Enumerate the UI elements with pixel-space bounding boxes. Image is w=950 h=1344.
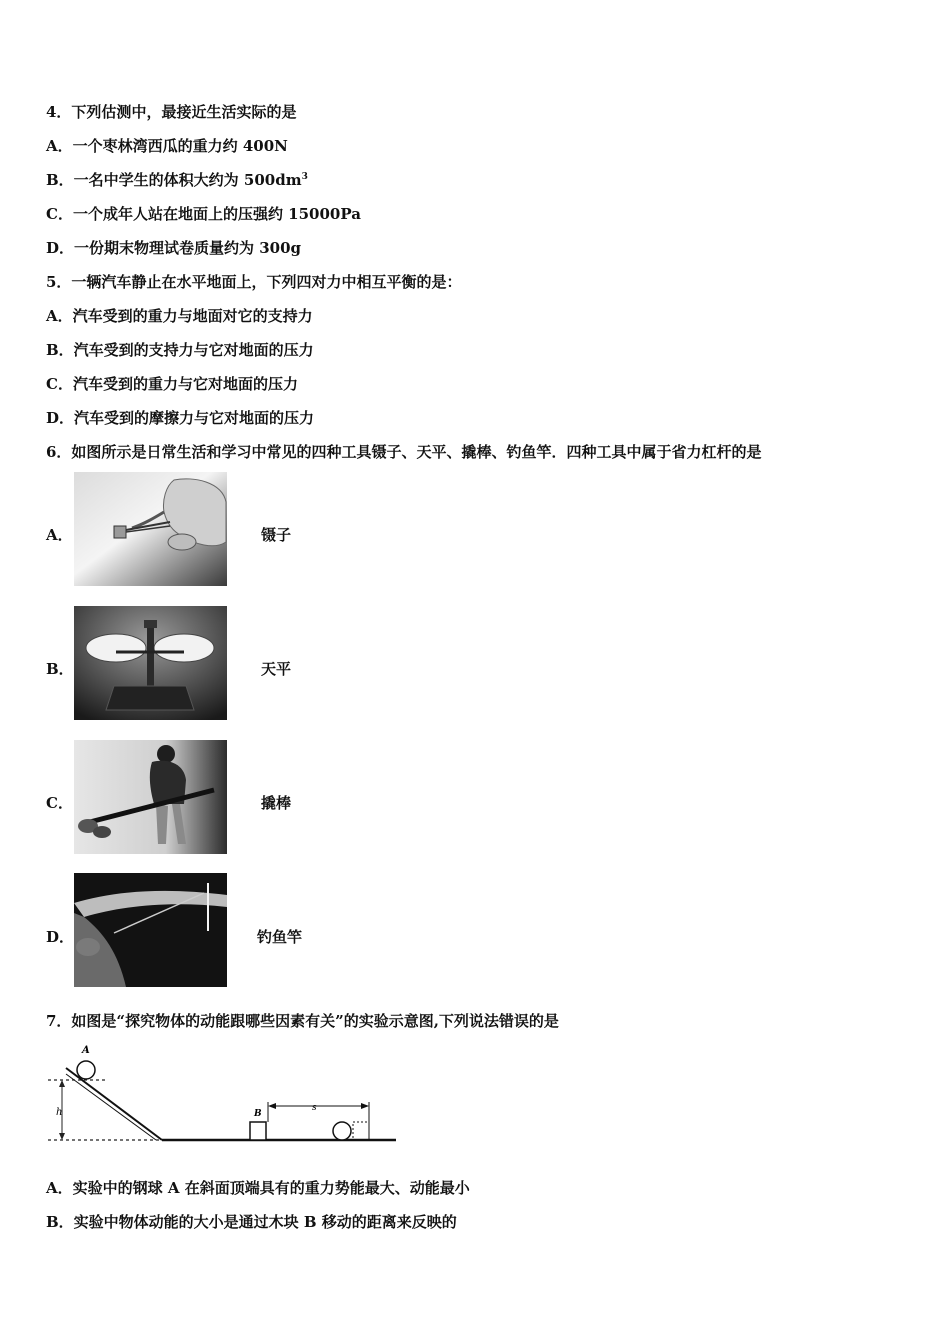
q6-option-b-name: 天平	[261, 660, 292, 678]
q5-stem: 5．一辆汽车静止在水平地面上，下列四对力中相互平衡的是：	[46, 273, 462, 291]
q7-option-a: A．实验中的钢球 A 在斜面顶端具有的重力势能最大、动能最小	[46, 1179, 470, 1197]
q4-option-a: A．一个枣林湾西瓜的重力约 400N	[46, 137, 288, 155]
q7-stem: 7．如图是“探究物体的动能跟哪些因素有关”的实验示意图,下列说法错误的是	[46, 1012, 559, 1030]
q4-option-d: D．一份期末物理试卷质量约为 300g	[46, 239, 302, 257]
q6-option-a-name: 镊子	[261, 526, 292, 544]
tweezers-photo	[74, 472, 227, 586]
steel-ball-bottom	[333, 1122, 351, 1140]
ball-label: A	[82, 1045, 90, 1056]
kinetic-energy-experiment-diagram	[44, 1040, 404, 1154]
q4-option-b-superscript: 3	[301, 172, 308, 182]
q6-option-c-name: 撬棒	[261, 794, 292, 812]
q6-option-d-label: D．	[46, 928, 75, 946]
steel-ball-a	[77, 1061, 95, 1079]
block-label: B	[254, 1109, 262, 1119]
q6-option-d-name: 钓鱼竿	[257, 928, 303, 946]
q6-option-b-label: B．	[46, 660, 74, 678]
q4-option-b	[46, 170, 308, 190]
q6-stem: 6．如图所示是日常生活和学习中常见的四种工具镊子、天平、撬棒、钓鱼竿．四种工具中属于省力杠杆的是	[46, 443, 762, 461]
q7-option-b: B．实验中物体动能的大小是通过木块 B 移动的距离来反映的	[46, 1213, 457, 1231]
q5-option-b: B．汽车受到的支持力与它对地面的压力	[46, 341, 314, 359]
q4-stem: 4．下列估测中，最接近生活实际的是	[46, 103, 297, 121]
q4-option-c: C．一个成年人站在地面上的压强约 15000Pa	[46, 205, 361, 223]
distance-label: s	[312, 1103, 317, 1113]
q6-option-a-label: A．	[46, 526, 73, 544]
height-label: h	[56, 1107, 63, 1118]
balance-photo	[74, 606, 227, 720]
q4-option-b-text: B．一名中学生的体积大约为 500dm	[46, 171, 302, 189]
crowbar-photo	[74, 740, 227, 854]
q5-option-d: D．汽车受到的摩擦力与它对地面的压力	[46, 409, 315, 427]
incline-surface	[66, 1068, 162, 1140]
wood-block-b	[250, 1122, 266, 1140]
q5-option-a: A．汽车受到的重力与地面对它的支持力	[46, 307, 313, 325]
q5-option-c: C．汽车受到的重力与它对地面的压力	[46, 375, 298, 393]
incline-underside	[66, 1074, 156, 1140]
q6-option-c-label: C．	[46, 794, 73, 812]
moved-block-outline	[353, 1122, 369, 1140]
fishing-rod-photo	[74, 873, 227, 987]
